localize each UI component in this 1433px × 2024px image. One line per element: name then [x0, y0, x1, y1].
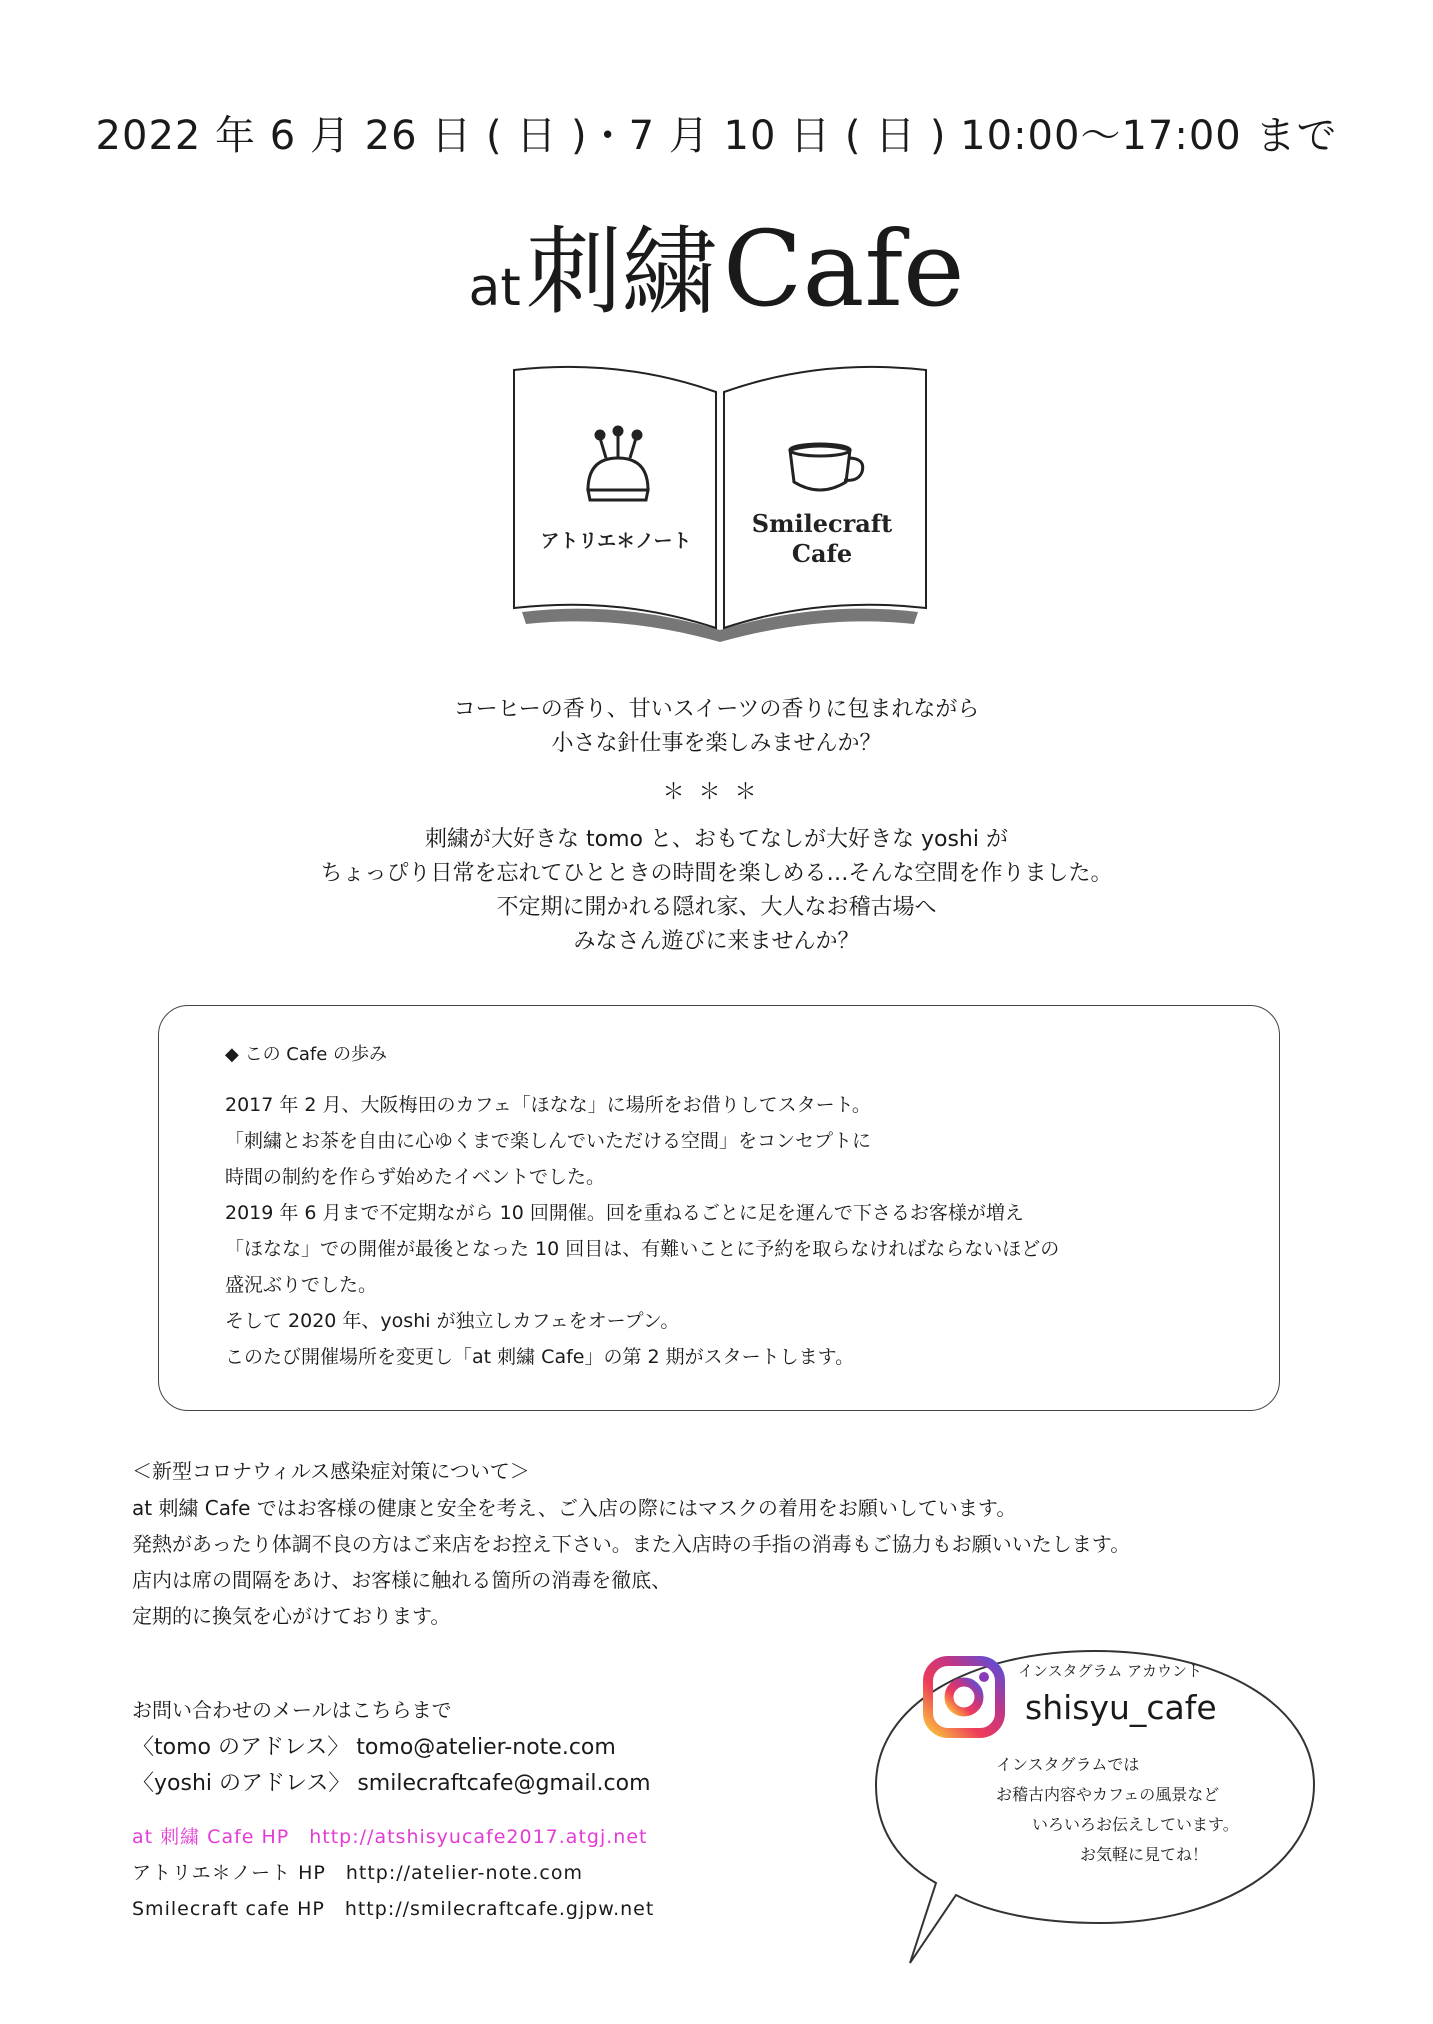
smilecraft-label-line2: Cafe	[791, 539, 853, 568]
title-kanji: 刺繍	[525, 216, 718, 328]
hp-link-shisyu-cafe[interactable]: at 刺繍 Cafe HP http://atshisyucafe2017.atgj.net	[132, 1826, 648, 1848]
instagram-text-line: いろいろお伝えしています。	[1032, 1815, 1239, 1834]
intro-line-4: ちょっぴり日常を忘れてひとときの時間を楽しめる…そんな空間を作りました。	[320, 861, 1113, 886]
instagram-handle[interactable]: shisyu_cafe	[1025, 1688, 1217, 1727]
intro-line-3: 刺繍が大好きな tomo と、おもてなしが大好きな yoshi が	[425, 827, 1008, 852]
instagram-label: インスタグラム アカウント	[1018, 1662, 1203, 1680]
hp-link-atelier-note[interactable]: アトリエ＊ノート HP http://atelier-note.com	[132, 1862, 583, 1884]
history-line: 「刺繍とお茶を自由に心ゆくまで楽しんでいただける空間」をコンセプトに	[225, 1130, 872, 1152]
book-right-page	[724, 367, 926, 628]
history-line: 時間の制約を作らず始めたイベントでした。	[225, 1166, 606, 1188]
history-line: このたび開催場所を変更し「at 刺繍 Cafe」の第 2 期がスタートします。	[225, 1346, 855, 1368]
contact-tomo[interactable]: 〈tomo のアドレス〉 tomo@atelier-note.com	[132, 1735, 616, 1760]
instagram-text-line: インスタグラムでは	[996, 1755, 1140, 1774]
instagram-text-line: お気軽に見てね！	[1080, 1845, 1209, 1864]
contact-yoshi[interactable]: 〈yoshi のアドレス〉 smilecraftcafe@gmail.com	[132, 1771, 651, 1796]
atelier-note-label: アトリエ＊ノート	[540, 530, 692, 552]
intro-line-6: みなさん遊びに来ませんか？	[573, 929, 860, 954]
contact-heading: お問い合わせのメールはこちらまで	[132, 1698, 452, 1722]
history-line: 2019 年 6 月まで不定期ながら 10 回開催。回を重ねるごとに足を運んで下さるお客様が増え	[225, 1202, 1024, 1224]
covid-line: 定期的に換気を心がけております。	[132, 1604, 451, 1628]
stars-divider: ＊＊＊	[662, 780, 771, 805]
history-line: 盛況ぶりでした。	[225, 1274, 378, 1296]
title-at: at	[468, 258, 521, 318]
history-heading: ◆ この Cafe の歩み	[225, 1044, 388, 1065]
book-page-edge	[522, 609, 918, 642]
open-book-illustration	[500, 362, 940, 652]
book-left-page	[514, 367, 716, 628]
intro-line-2: 小さな針仕事を楽しみませんか？	[551, 731, 882, 756]
intro-line-1: コーヒーの香り、甘いスイーツの香りに包まれながら	[453, 697, 980, 722]
hp-link-smilecraft[interactable]: Smilecraft cafe HP http://smilecraftcafe.gjpw.net	[132, 1898, 655, 1920]
history-line: そして 2020 年、yoshi が独立しカフェをオープン。	[225, 1310, 680, 1332]
covid-heading: ＜新型コロナウィルス感染症対策について＞	[132, 1459, 530, 1483]
smilecraft-label-line1: Smilecraft	[751, 509, 893, 538]
event-date: 2022 年 6 月 26 日 ( 日 )・7 月 10 日 ( 日 ) 10:00〜17:00 まで	[95, 113, 1338, 159]
intro-line-5: 不定期に開かれる隠れ家、大人なお稽古場へ	[496, 895, 937, 920]
instagram-text-line: お稽古内容やカフェの風景など	[996, 1785, 1220, 1804]
history-line: 「ほなな」での開催が最後となった 10 回目は、有難いことに予約を取らなければならないほどの	[225, 1238, 1060, 1260]
page-title	[0, 196, 1433, 333]
history-line: 2017 年 2 月、大阪梅田のカフェ「ほなな」に場所をお借りしてスタート。	[225, 1094, 871, 1116]
covid-line: 店内は席の間隔をあけ、お客様に触れる箇所の消毒を徹底、	[132, 1568, 672, 1592]
title-cafe: Cafe	[722, 208, 965, 330]
covid-line: at 刺繍 Cafe ではお客様の健康と安全を考え、ご入店の際にはマスクの着用をお願いしています。	[132, 1496, 1017, 1520]
instagram-icon[interactable]	[922, 1655, 1006, 1739]
covid-line: 発熱があったり体調不良の方はご来店をお控え下さい。また入店時の手指の消毒もご協力もお願いいたします。	[132, 1532, 1131, 1556]
